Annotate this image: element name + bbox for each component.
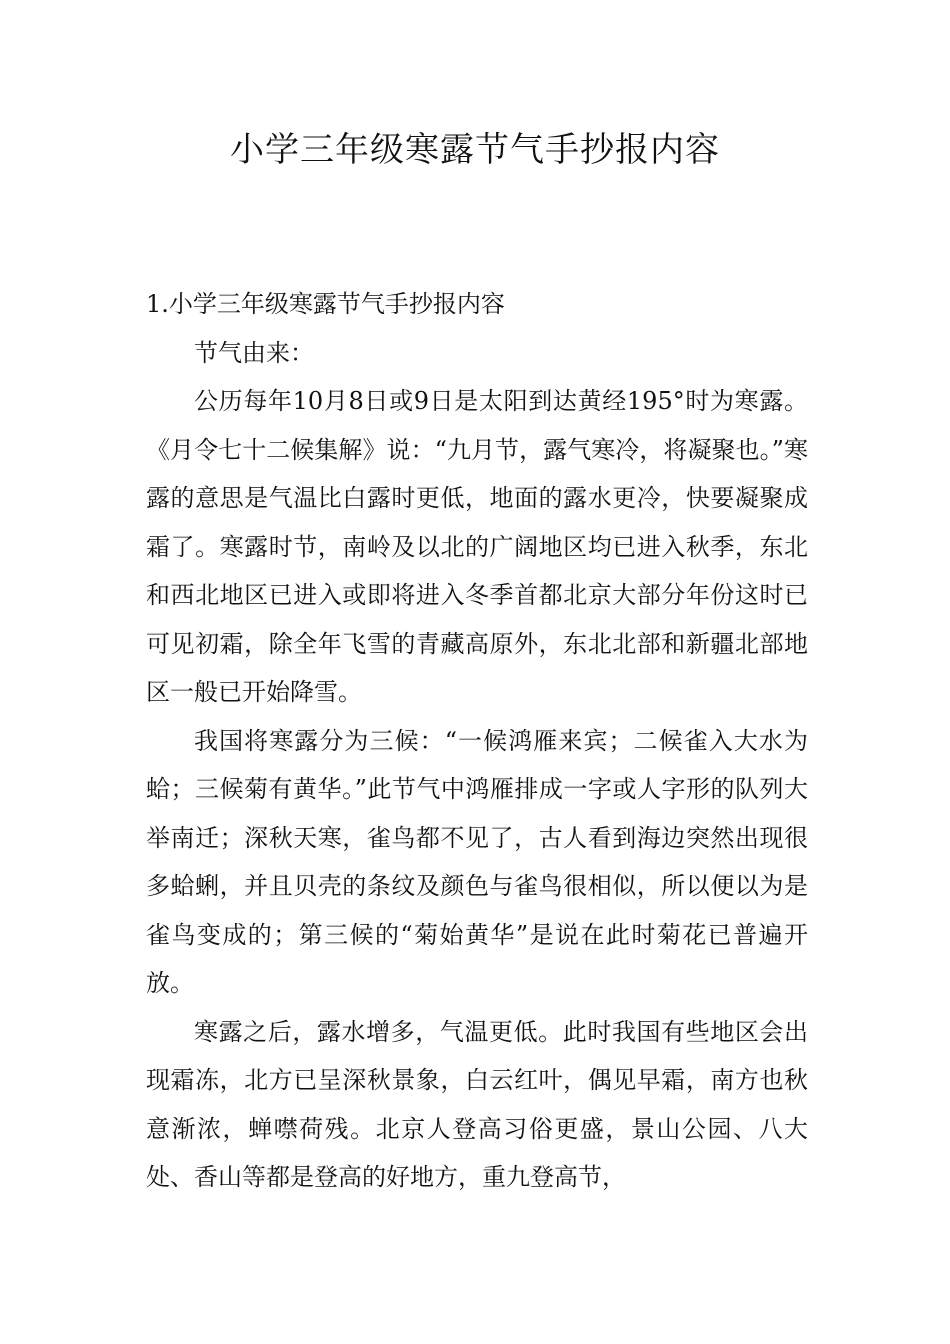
paragraph-three-phases: 我国将寒露分为三候：“一候鸿雁来宾；二候雀入大水为蛤；三候菊有黄华。”此节气中鸿雁排成一字或人字形的队列大举南迁；深秋天寒，雀鸟都不见了，古人看到海边突然出现很多蛤蜊，并且贝壳的条纹及颜色与雀鸟很相似，所以便以为是雀鸟变成的；第三候的“菊始黄华”是说在此时菊花已普遍开放。 <box>146 726 808 997</box>
section-heading: 1.小学三年级寒露节气手抄报内容 <box>146 290 505 318</box>
paragraph-origin-label: 节气由来： <box>194 338 314 367</box>
paragraph-hanlu-intro: 公历每年10月8日或9日是太阳到达黄经195°时为寒露。《月令七十二候集解》说：“九月节，露气寒冷，将凝聚也。”寒露的意思是气温比白露时更低，地面的露水更冷，快要凝聚成霜了。寒露时节，南岭及以北的广阔地区均已进入秋季，东北和西北地区已进入或即将进入冬季首都北京大部分年份这时已可见初霜，除全年飞雪的青藏高原外，东北北部和新疆北部地区一般已开始降雪。 <box>146 387 808 706</box>
document-title: 小学三年级寒露节气手抄报内容 <box>230 130 720 170</box>
paragraph-after-hanlu: 寒露之后，露水增多，气温更低。此时我国有些地区会出现霜冻，北方已呈深秋景象，白云红叶，偶见早霜，南方也秋意渐浓，蝉噤荷残。北京人登高习俗更盛，景山公园、八大处、香山等都是登高的好地方，重九登高节， <box>146 1017 808 1191</box>
document-body <box>146 280 808 1202</box>
